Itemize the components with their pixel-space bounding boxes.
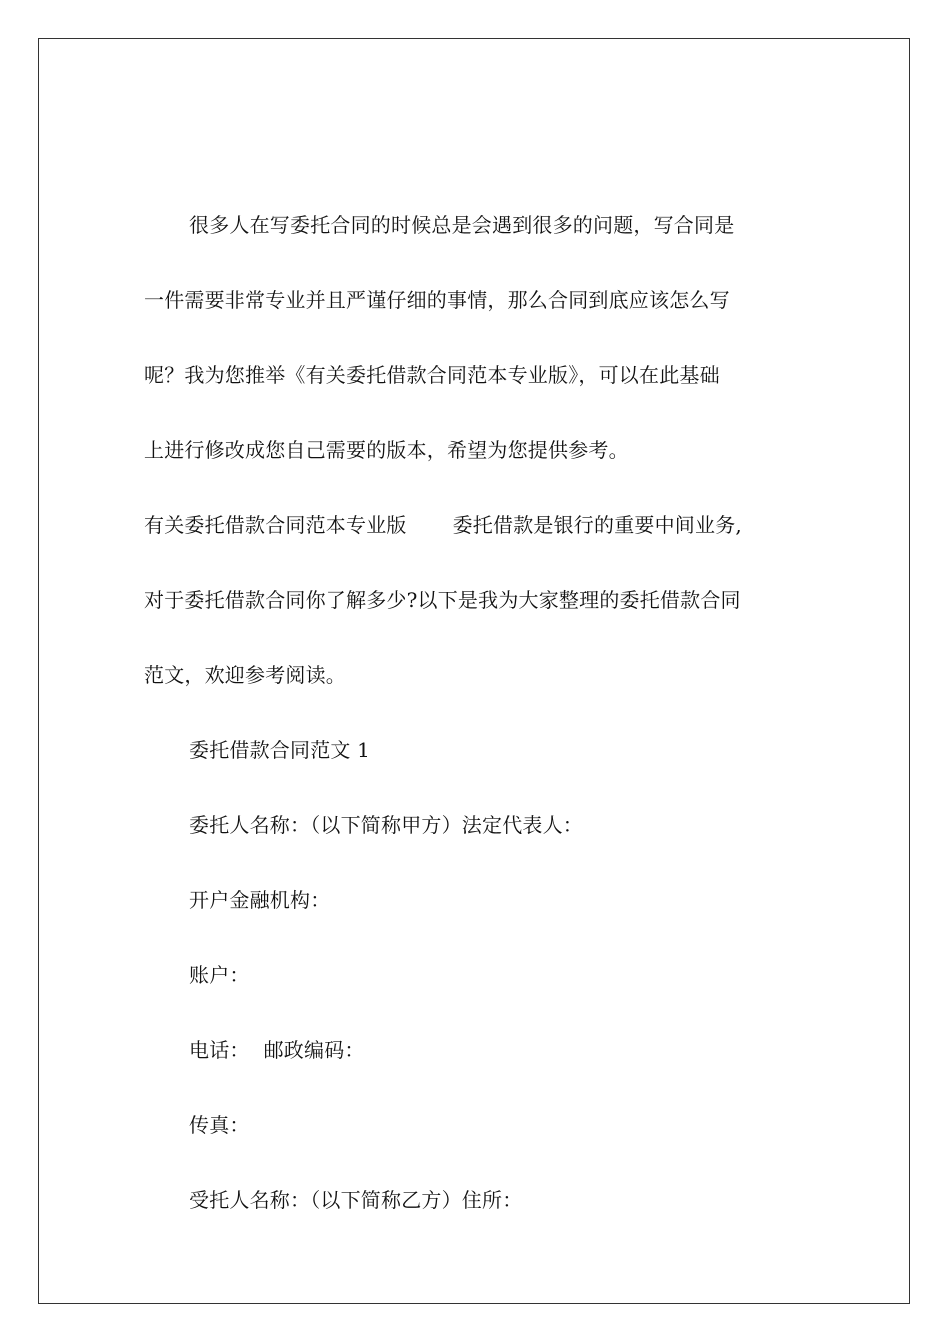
article-lead-text: 委托借款是银行的重要中间业务,: [452, 513, 742, 537]
contract-heading: 委托借款合同范文 1: [189, 738, 371, 762]
postcode-field: 邮政编码：: [263, 1038, 365, 1062]
bank-field: 开户金融机构：: [189, 888, 331, 912]
phone-postcode-line: [189, 1038, 365, 1062]
agent-field: 受托人名称：（以下简称乙方）住所：: [189, 1188, 523, 1212]
intro-line-3: 呢？我为您推举《有关委托借款合同范本专业版》，可以在此基础: [144, 363, 720, 387]
phone-field: 电话：: [189, 1038, 250, 1062]
principal-field: 委托人名称：（以下简称甲方）法定代表人：: [189, 813, 583, 837]
article-lead-line-1: [144, 513, 742, 537]
article-lead-line-3: 范文，欢迎参考阅读。: [144, 663, 346, 687]
intro-line-4: 上进行修改成您自己需要的版本，希望为您提供参考。: [144, 438, 629, 462]
article-lead-line-2: 对于委托借款合同你了解多少?以下是我为大家整理的委托借款合同: [144, 588, 741, 612]
fax-field: 传真：: [189, 1113, 250, 1137]
intro-line-1: 很多人在写委托合同的时候总是会遇到很多的问题，写合同是: [189, 213, 735, 237]
article-title: 有关委托借款合同范本专业版: [144, 513, 407, 537]
account-field: 账户：: [189, 963, 250, 987]
intro-line-2: 一件需要非常专业并且严谨仔细的事情，那么合同到底应该怎么写: [144, 288, 730, 312]
